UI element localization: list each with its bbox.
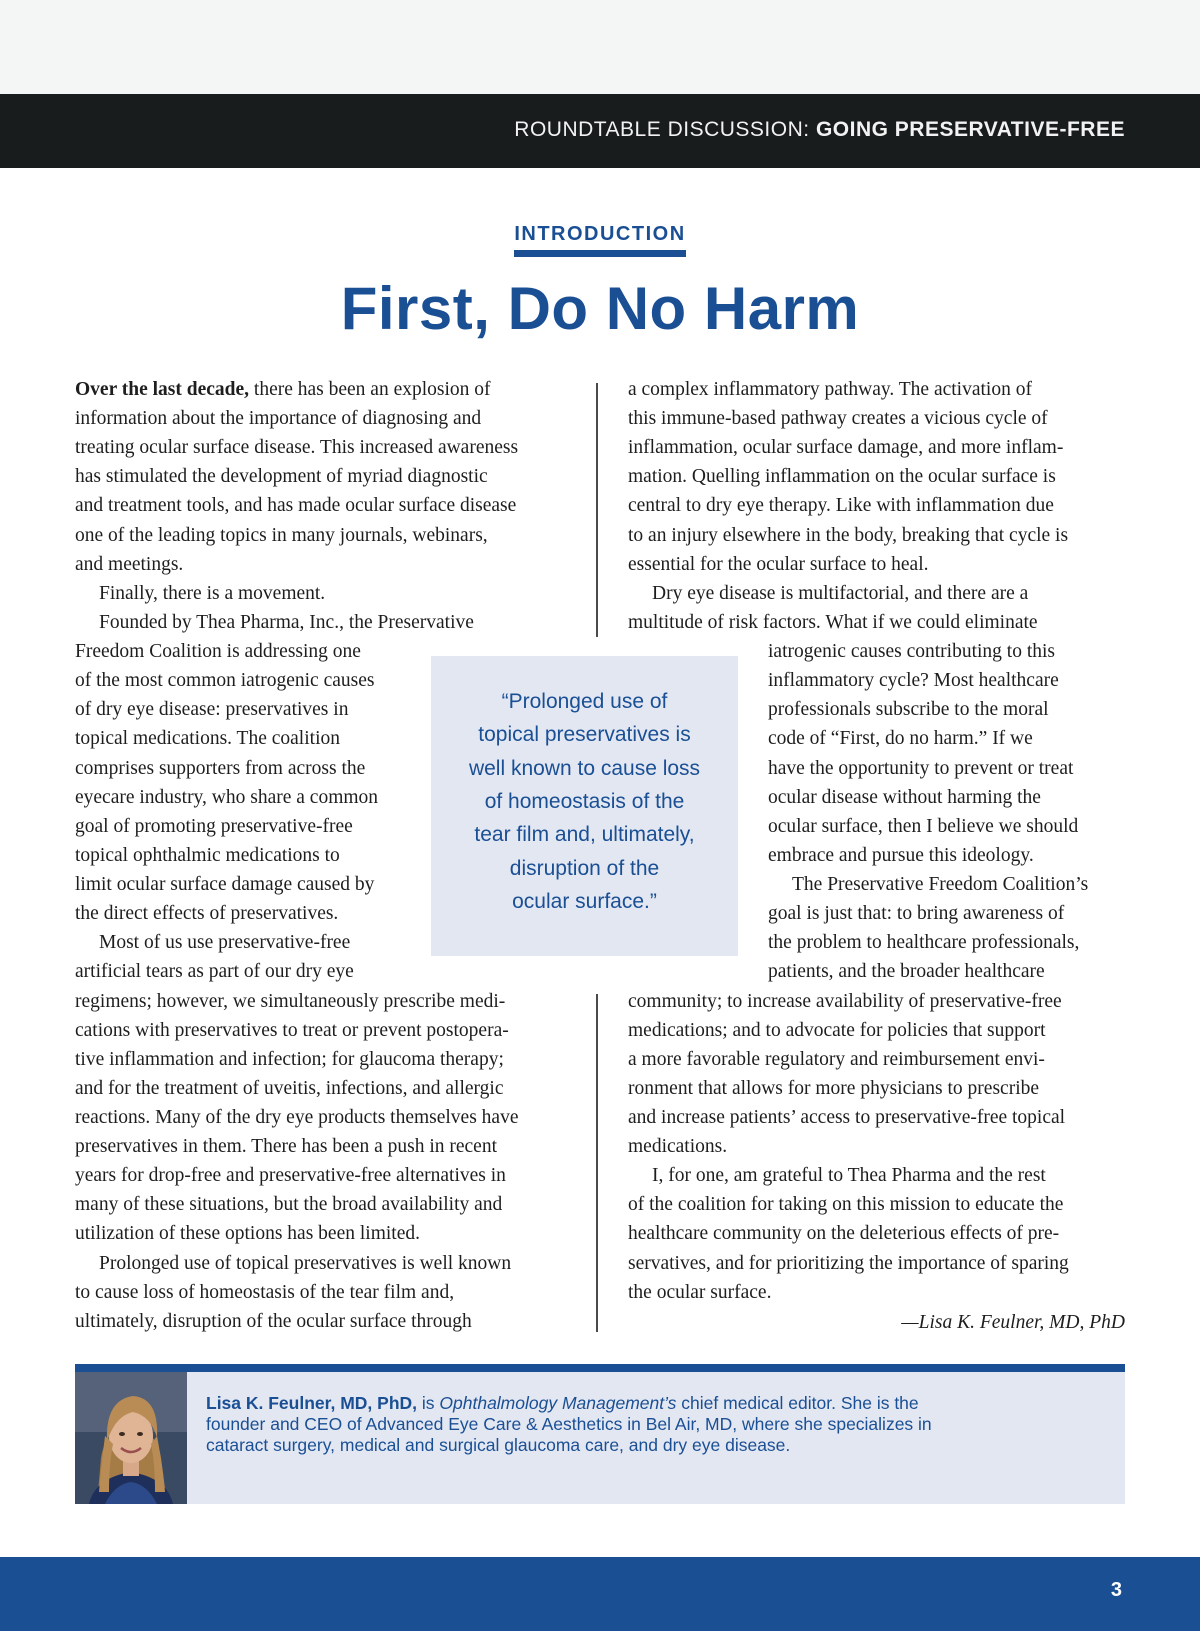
author-bio: [206, 1393, 1086, 1456]
bio-rule: [75, 1364, 1125, 1372]
lead-in: Over the last decade,: [75, 379, 250, 400]
line-text: central to dry eye therapy. Like with inflammation due: [628, 495, 1054, 517]
author-photo: [75, 1372, 187, 1504]
line-text: iatrogenic causes contributing to this: [768, 641, 1056, 663]
body-text-line: [75, 666, 374, 695]
body-text-line: [75, 957, 354, 986]
body-text-line: [75, 695, 348, 724]
line-text: information about the importance of diagnosing and: [75, 408, 482, 430]
line-text: and treatment tools, and has made ocular surface disease: [75, 495, 517, 517]
line-text: years for drop-free and preservative-free alternatives in: [75, 1165, 506, 1187]
bio-publication: Ophthalmology Management’s: [439, 1393, 677, 1413]
body-text-line: [768, 783, 1041, 812]
line-text: and for the treatment of uveitis, infections, and allergic: [75, 1077, 504, 1099]
body-text-line: [768, 841, 1034, 870]
line-text: medications.: [628, 1136, 728, 1158]
body-text-line: [75, 521, 488, 550]
line-text: Freedom Coalition is addressing one: [75, 641, 361, 663]
pull-quote-line: tear film and, ultimately,: [474, 823, 695, 847]
line-text: have the opportunity to prevent or treat: [768, 757, 1074, 779]
pull-quote-line: topical preservatives is: [478, 723, 691, 747]
line-text: ronment that allows for more physicians to prescribe: [628, 1077, 1040, 1099]
body-text-line: [75, 1219, 420, 1248]
line-text: limit ocular surface damage caused by: [75, 874, 375, 896]
line-text: to an injury elsewhere in the body, breaking that cycle is: [628, 524, 1069, 546]
line-text: Founded by Thea Pharma, Inc., the Preservative: [99, 611, 474, 633]
body-text-line: [768, 899, 1064, 928]
body-text-line: [628, 1016, 1046, 1045]
line-text: the direct effects of preservatives.: [75, 903, 339, 925]
body-text-line: [75, 1278, 454, 1307]
line-text: artificial tears as part of our dry eye: [75, 961, 354, 983]
bio-line3: cataract surgery, medical and surgical glaucoma care, and dry eye disease.: [206, 1435, 791, 1455]
body-text-line: [628, 1045, 1045, 1074]
body-text-line: [768, 812, 1078, 841]
column-divider-top: [596, 383, 598, 637]
line-text: professionals subscribe to the moral: [768, 699, 1049, 721]
body-text-line: [628, 1249, 1069, 1278]
body-text-line: [75, 433, 518, 462]
body-text-line: [652, 1161, 1046, 1190]
pull-quote-line: disruption of the: [509, 856, 660, 880]
body-text-line: [628, 433, 1063, 462]
body-text-line: [768, 957, 1045, 986]
line-text: the problem to healthcare professionals,: [768, 932, 1080, 954]
body-text-line: [628, 491, 1054, 520]
line-text: The Preservative Freedom Coalition’s: [792, 874, 1089, 896]
body-text-line: [628, 987, 1062, 1016]
line-text: tive inflammation and infection; for glaucoma therapy;: [75, 1048, 504, 1070]
body-text-line: [75, 1161, 506, 1190]
line-text: comprises supporters from across the: [75, 757, 366, 779]
line-text: utilization of these options has been limited.: [75, 1223, 420, 1245]
pull-quote-line: “Prolonged use of: [501, 690, 668, 713]
line-text: ocular disease without harming the: [768, 786, 1041, 808]
signature: —Lisa K. Feulner, MD, PhD: [901, 1312, 1125, 1333]
body-text-line: [75, 404, 481, 433]
body-text-line: [628, 1219, 1059, 1248]
line-text: servatives, and for prioritizing the importance of sparing: [628, 1252, 1069, 1274]
body-text-line: [75, 1016, 509, 1045]
line-text: Finally, there is a movement.: [99, 582, 326, 604]
body-text-line: [75, 1045, 504, 1074]
line-text: to cause loss of homeostasis of the tear film and,: [75, 1281, 455, 1303]
line-text: preservatives in them. There has been a push in recent: [75, 1136, 497, 1158]
body-text-line: [628, 1074, 1039, 1103]
line-text: goal is just that: to bring awareness of: [768, 903, 1065, 925]
body-text-line: [628, 521, 1068, 550]
line-text: one of the leading topics in many journals, webinars,: [75, 524, 488, 546]
body-text-line: [768, 666, 1059, 695]
line-text: essential for the ocular surface to heal.: [628, 553, 929, 575]
body-text-line: [768, 695, 1049, 724]
line-text: eyecare industry, who share a common: [75, 786, 379, 808]
body-text-line: [628, 375, 1032, 404]
column-divider-bottom: [596, 994, 598, 1332]
bio-line2: founder and CEO of Advanced Eye Care & Aesthetics in Bel Air, MD, where she specializes in: [206, 1414, 932, 1434]
pull-quote-line: ocular surface.”: [512, 889, 657, 913]
body-text-line: [99, 928, 350, 957]
pull-quote: [431, 656, 738, 956]
pull-quote-line: of homeostasis of the: [484, 789, 685, 813]
body-text-line: [75, 550, 183, 579]
line-text: this immune-based pathway creates a vicious cycle of: [628, 408, 1048, 430]
body-text-line: [75, 724, 340, 753]
bio-name: Lisa K. Feulner, MD, PhD,: [206, 1393, 418, 1413]
line-text: a more favorable regulatory and reimbursement envi-: [628, 1048, 1045, 1070]
line-text: and meetings.: [75, 553, 184, 575]
line-text: has stimulated the development of myriad diagnostic: [75, 466, 488, 488]
line-text: a complex inflammatory pathway. The activation of: [628, 379, 1032, 400]
body-text-line: [628, 550, 929, 579]
body-text-line: [75, 899, 338, 928]
line-text: code of “First, do no harm.” If we: [768, 728, 1033, 750]
body-text-line: [75, 783, 378, 812]
footer-bar: [0, 1557, 1200, 1631]
line-text: of dry eye disease: preservatives in: [75, 699, 349, 721]
line-text: the ocular surface.: [628, 1281, 772, 1303]
section-label: ROUNDTABLE DISCUSSION:: [514, 118, 816, 141]
author-portrait-image: [75, 1372, 187, 1504]
line-text: community; to increase availability of preservative-free: [628, 990, 1062, 1012]
body-text-line: [75, 462, 488, 491]
body-text-line: [75, 1307, 472, 1336]
line-text: ultimately, disruption of the ocular surface through: [75, 1310, 472, 1332]
line-text: treating ocular surface disease. This increased awareness: [75, 437, 519, 459]
line-text: inflammation, ocular surface damage, and more inflam-: [628, 437, 1064, 459]
line-text: Dry eye disease is multifactorial, and there are a: [652, 582, 1029, 604]
body-text-line: [99, 579, 325, 608]
body-text-line: [628, 1103, 1065, 1132]
line-text: topical ophthalmic medications to: [75, 844, 340, 866]
body-text-line: [628, 1190, 1063, 1219]
line-text: patients, and the broader healthcare: [768, 961, 1045, 983]
body-text-line: [75, 754, 365, 783]
body-text-line: [628, 1278, 771, 1307]
top-margin: [0, 0, 1200, 94]
body-text-line: [628, 1132, 727, 1161]
bio-line1-rest: chief medical editor. She is the: [676, 1393, 919, 1413]
body-text-line: [99, 1249, 511, 1278]
body-text-line: [628, 404, 1048, 433]
line-text: mation. Quelling inflammation on the ocular surface is: [628, 466, 1056, 488]
body-text-line: [628, 608, 1038, 637]
line-text: of the most common iatrogenic causes: [75, 670, 375, 692]
body-text-line: [75, 1103, 518, 1132]
section-header: [514, 118, 1125, 142]
body-text-line: [75, 870, 374, 899]
page-number: 3: [1110, 1579, 1122, 1601]
body-text-line: [75, 987, 505, 1016]
line-text: topical medications. The coalition: [75, 728, 340, 750]
section-header-bar: [0, 94, 1200, 168]
line-text: cations with preservatives to treat or prevent postopera-: [75, 1019, 509, 1041]
line-text: there has been an explosion of: [249, 379, 491, 400]
line-text: reactions. Many of the dry eye products themselves have: [75, 1107, 519, 1128]
body-text-line: [75, 1074, 504, 1103]
line-text: Prolonged use of topical preservatives is well known: [99, 1252, 512, 1274]
body-text-line: [75, 491, 516, 520]
line-text: of the coalition for taking on this mission to educate the: [628, 1194, 1064, 1216]
body-text-line: [652, 579, 1028, 608]
line-text: goal of promoting preservative-free: [75, 815, 353, 837]
line-text: embrace and pursue this ideology.: [768, 844, 1034, 866]
body-text-line: [75, 1190, 502, 1219]
line-text: healthcare community on the deleterious effects of pre-: [628, 1223, 1060, 1245]
article-title: First, Do No Harm: [340, 275, 860, 342]
body-text-line: [768, 724, 1033, 753]
article-kicker-wrap: [0, 223, 1200, 257]
article-kicker: INTRODUCTION: [514, 223, 685, 257]
line-text: medications; and to advocate for policies that support: [628, 1019, 1046, 1041]
body-text-line: [792, 870, 1088, 899]
body-text-line: [768, 754, 1073, 783]
body-text-line: [768, 637, 1055, 666]
pull-quote-line: well known to cause loss: [468, 756, 701, 780]
line-text: multitude of risk factors. What if we could eliminate: [628, 611, 1038, 633]
line-text: I, for one, am grateful to Thea Pharma and the rest: [652, 1165, 1046, 1187]
body-text-line: [628, 462, 1056, 491]
body-text-line: [99, 608, 474, 637]
body-text-line: [75, 637, 361, 666]
line-text: ocular surface, then I believe we should: [768, 815, 1079, 837]
body-text-line: [75, 1132, 497, 1161]
line-text: Most of us use preservative-free: [99, 932, 351, 954]
line-text: inflammatory cycle? Most healthcare: [768, 670, 1059, 692]
body-text-line: [75, 375, 491, 404]
body-text-line: [75, 812, 353, 841]
line-text: many of these situations, but the broad availability and: [75, 1194, 503, 1216]
body-text-line: [768, 928, 1079, 957]
section-title: GOING PRESERVATIVE-FREE: [815, 118, 1125, 141]
body-text-line: [75, 841, 340, 870]
line-text: and increase patients’ access to preservative-free topical: [628, 1107, 1066, 1128]
line-text: regimens; however, we simultaneously prescribe medi-: [75, 990, 506, 1012]
bio-is: is: [417, 1393, 440, 1413]
